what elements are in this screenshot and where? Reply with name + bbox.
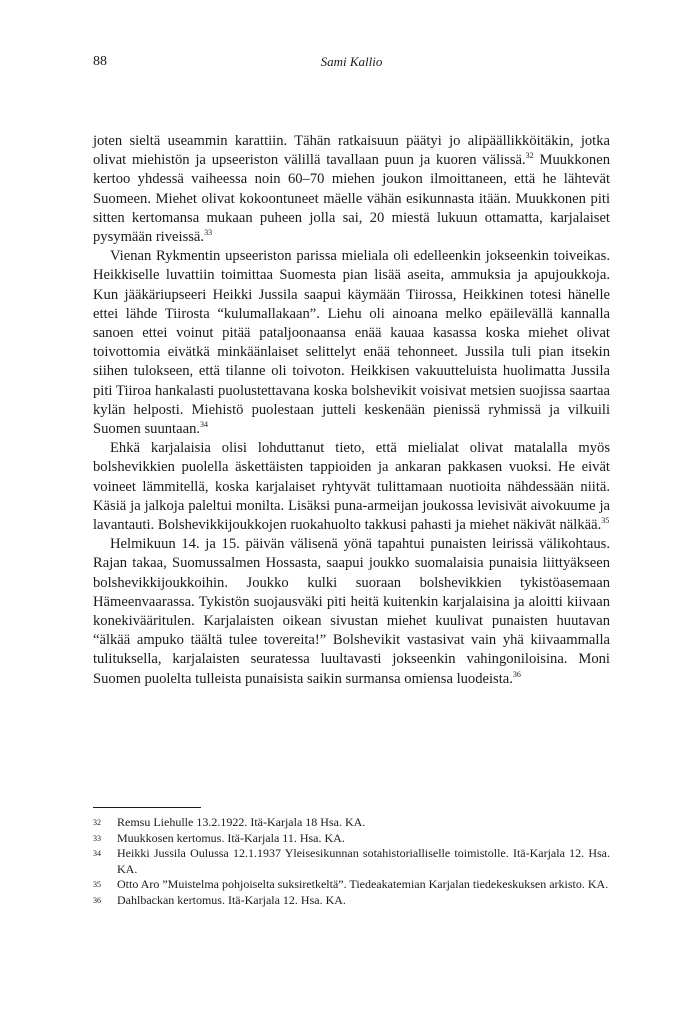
footnote-number: 33 bbox=[93, 833, 101, 843]
footnote-number: 34 bbox=[93, 849, 101, 859]
footnote bbox=[93, 877, 610, 893]
footnote-text: Remsu Liehulle 13.2.1922. Itä-Karjala 18 Hsa. KA. bbox=[117, 815, 366, 829]
footnote-text: Heikki Jussila Oulussa 12.1.1937 Yleisesikunnan sotahistorialliselle toimistolle. Itä-Karjala 12. Hsa. KA. bbox=[117, 846, 610, 876]
paragraph-4 bbox=[93, 535, 610, 689]
paragraph-1-text-b: Muukkonen kertoo yhdessä vaiheessa noin 60–70 miehen joukon ilmoittaneen, että he lähtevät Suomeen. Miehet olivat kokoontuneet mäelle vähän esikunnasta itään. Muukkonen piti sitten kertomansa mukaan puheen jolla sai, 20 miestä lukuun ottamatta, karjalaiset pysymään riveissä. bbox=[93, 152, 610, 246]
footnote-text: Dahlbackan kertomus. Itä-Karjala 12. Hsa. KA. bbox=[117, 892, 346, 907]
paragraph-1 bbox=[93, 132, 610, 247]
main-text bbox=[93, 132, 610, 689]
footnote bbox=[93, 893, 610, 909]
footnote-text: Muukkosen kertomus. Itä-Karjala 11. Hsa. KA. bbox=[117, 830, 345, 845]
footnotes bbox=[93, 815, 610, 909]
page-header bbox=[93, 54, 610, 74]
footnote-number: 35 bbox=[93, 880, 101, 890]
paragraph-4-text: Helmikuun 14. ja 15. päivän välisenä yönä tapahtui punaisten leirissä välikohtaus. Rajan takaa, Suomussalmen Hossasta, saapui joukko suomalaisia punaisia liittyäkseen bolshevikkijoukkoihin. Joukko kulki suoraan bolshevikkien tykistöasemaan Hämeenvaarassa. Tykistön suojausväki piti heitä kuitenkin karjalaisina ja aloitti kiivaan konekivääritulen. Karjalaisten oikean sivustan miehet kuulivat punaisten huutavan “älkää ampuko täältä tulee tovereita!” Bolshevikit vastasivat vain yhä kiivaammalla tulituksella, karjalaisten seuratessa luultavasti jokseenkin vahingoniloisina. Moni Suomen puolelta tulleista punaisista saikin surmansa omiensa luodeista. bbox=[93, 536, 610, 687]
paragraph-3-text: Ehkä karjalaisia olisi lohduttanut tieto, että mielialat olivat matalalla myös bolshevikkien puolella äskettäisten tappioiden ja ankaran pakkasen vuoksi. He eivät voineet lämmitellä, koska karjalaiset ryhtyvät tulittamaan nuotioita nähdessään niitä. Käsiä ja jalkoja paleltui monilta. Lisäksi puna-armeijan joukossa levisivät aivokuume ja lavantauti. Bolshevikkijoukkojen ruokahuolto takkusi pahasti ja miehet näkivät nälkää. bbox=[93, 440, 610, 534]
footnote bbox=[93, 831, 610, 847]
footnote-number: 32 bbox=[93, 818, 101, 827]
footnote bbox=[93, 846, 610, 877]
footnote bbox=[93, 815, 610, 831]
paragraph-1-text-a: joten sieltä useammin karattiin. Tähän ratkaisuun päätyi jo alipäällikköitäkin, jotka olivat miehistön ja upseeriston välillä tavallaan puun ja kuoren välissä. bbox=[93, 133, 610, 169]
footnote-ref-34: 34 bbox=[200, 420, 209, 430]
paragraph-3 bbox=[93, 439, 610, 535]
footnote-ref-35: 35 bbox=[601, 516, 610, 526]
paragraph-2 bbox=[93, 247, 610, 439]
footnote-ref-33: 33 bbox=[204, 228, 213, 238]
footnote-ref-36: 36 bbox=[512, 669, 521, 679]
footnote-divider bbox=[93, 807, 201, 808]
running-head: Sami Kallio bbox=[320, 54, 383, 69]
footnote-ref-32: 32 bbox=[525, 151, 534, 161]
page-number: 88 bbox=[93, 54, 107, 69]
paragraph-2-text: Vienan Rykmentin upseeriston parissa mieliala oli edelleenkin jokseenkin toiveikas. Heikkiselle luvattiin toimittaa Suomesta pian lisää aseita, ammuksia ja apujoukkoja. Kun jääkäriupseeri Heikki Jussila saapui käymään Tiirossa, Heikkinen totesi hänelle ettei lähde Tiirosta “kulumallakaan”. Liehu oli ainoana melko epäilevällä kannalla sanoen ettei voinut pitää pataljoonaansa enää kauaa kasassa koska miehet olivat toivottomia eivätkä minkäänlaiset selittelyt enää tehonneet. Jussila tuli pian itsekin siihen tulokseen, että tilanne oli toivoton. Heikkisen vakuutteluista huolimatta Jussila piti Tiiroa hankalasti puolustettavana koska bolshevikit voisivat metsien suojissa saartaa kylän helposti. Miehistö puolestaan jutteli keskenään pienissä ryhmissä ja vilkuili Suomen suuntaan. bbox=[93, 248, 610, 438]
footnote-number: 36 bbox=[93, 895, 101, 905]
footnote-text: Otto Aro ”Muistelma pohjoiselta suksiretkeltä”. Tiedeakatemian Karjalan tiedekeskuksen arkisto. KA. bbox=[117, 877, 609, 892]
